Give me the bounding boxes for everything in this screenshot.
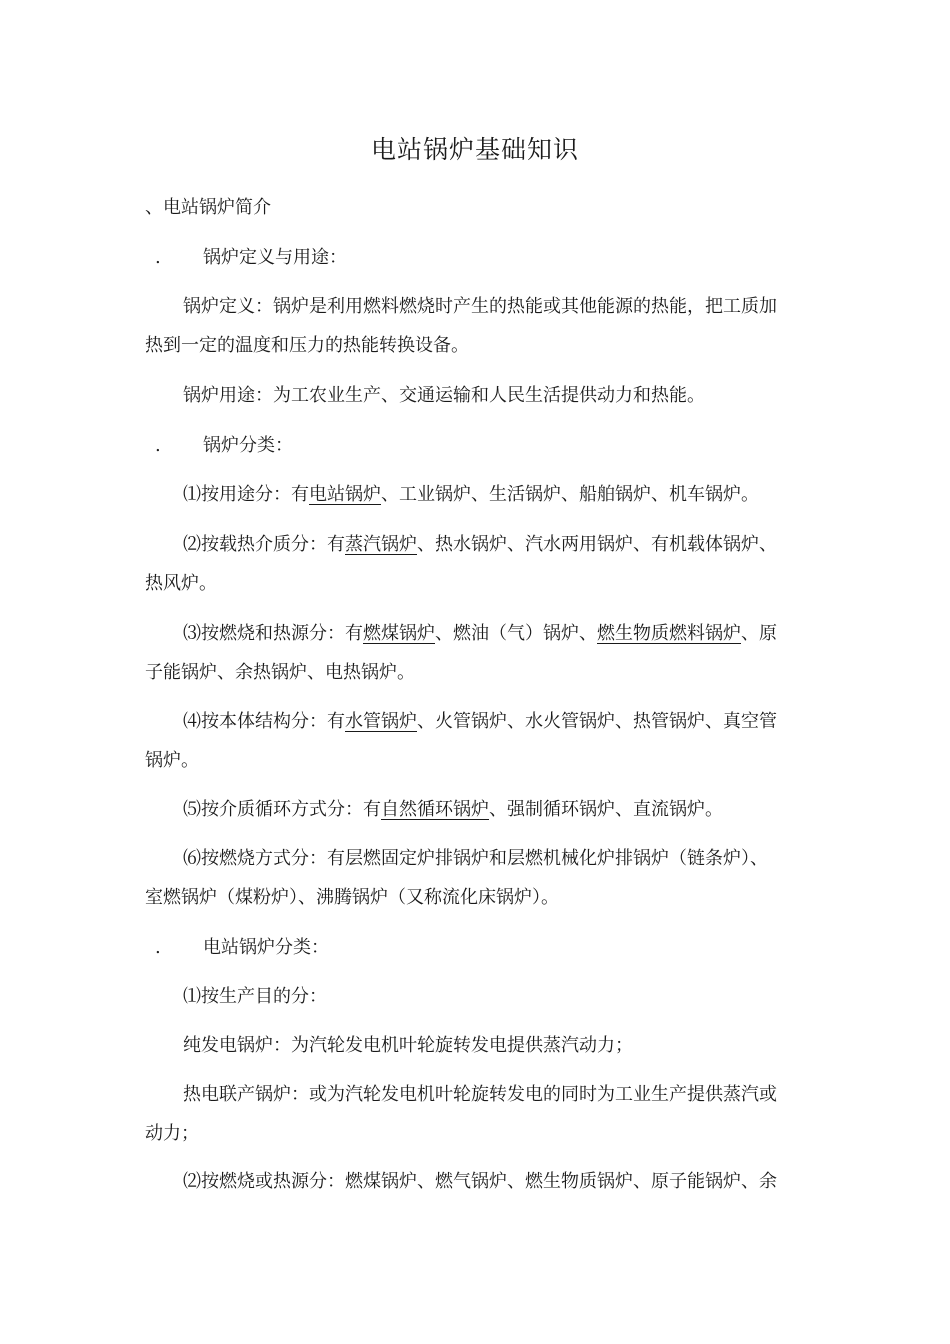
subsection-heading-text: 锅炉分类： xyxy=(203,435,293,456)
underlined-term: 水管锅炉 xyxy=(345,711,417,732)
subsection-heading-text: 锅炉定义与用途： xyxy=(203,247,347,268)
paragraph-line: 室燃锅炉（煤粉炉）、沸腾锅炉（又称流化床锅炉）。 xyxy=(145,887,559,908)
underlined-term: 燃煤锅炉 xyxy=(363,623,435,644)
paragraph-line: 热风炉。 xyxy=(145,573,217,594)
subsection-heading xyxy=(145,240,815,276)
list-item: ⑵按燃烧或热源分：燃煤锅炉、燃气锅炉、燃生物质锅炉、原子能锅炉、余 xyxy=(183,1171,777,1192)
paragraph-line: 纯发电锅炉：为汽轮发电机叶轮旋转发电提供蒸汽动力； xyxy=(183,1035,633,1056)
text-run: 、强制循环锅炉、直流锅炉。 xyxy=(489,799,723,820)
subsection-heading xyxy=(145,428,815,464)
page-title: 电站锅炉基础知识 xyxy=(370,135,579,164)
text-run: 、热水锅炉、汽水两用锅炉、有机载体锅炉、 xyxy=(417,534,777,555)
paragraph-line: 动力； xyxy=(145,1123,199,1144)
list-item xyxy=(183,616,815,652)
text-run: ⑶按燃烧和热源分：有 xyxy=(183,623,363,644)
section-heading-text: 、电站锅炉简介 xyxy=(145,197,271,218)
list-item xyxy=(183,527,815,563)
list-item xyxy=(183,477,815,513)
text-run: 、原 xyxy=(741,623,777,644)
list-item: ⑹按燃烧方式分：有层燃固定炉排锅炉和层燃机械化炉排锅炉（链条炉）、 xyxy=(183,848,768,869)
underlined-term: 自然循环锅炉 xyxy=(381,799,489,820)
text-run: ⑴按用途分：有 xyxy=(183,484,309,505)
underlined-term: 燃生物质燃料锅炉 xyxy=(597,623,741,644)
paragraph-line: 热电联产锅炉：或为汽轮发电机叶轮旋转发电的同时为工业生产提供蒸汽或 xyxy=(183,1084,777,1105)
paragraph-line: 锅炉。 xyxy=(145,750,199,771)
text-run: ⑵按载热介质分：有 xyxy=(183,534,345,555)
subsection-heading-text: 电站锅炉分类： xyxy=(203,937,329,958)
list-item: ⑴按生产目的分： xyxy=(183,986,327,1007)
subsection-heading xyxy=(145,930,815,966)
subsection-marker: . xyxy=(155,435,161,456)
underlined-term: 电站锅炉 xyxy=(309,484,381,505)
text-run: ⑸按介质循环方式分：有 xyxy=(183,799,381,820)
text-run: 、火管锅炉、水火管锅炉、热管锅炉、真空管 xyxy=(417,711,777,732)
text-run: ⑷按本体结构分：有 xyxy=(183,711,345,732)
list-item xyxy=(183,704,815,740)
underlined-term: 蒸汽锅炉 xyxy=(345,534,417,555)
list-item xyxy=(183,792,815,828)
section-heading xyxy=(145,190,815,226)
subsection-marker: . xyxy=(155,247,161,268)
text-run: 、燃油（气）锅炉、 xyxy=(435,623,597,644)
text-run: 、工业锅炉、生活锅炉、船舶锅炉、机车锅炉。 xyxy=(381,484,759,505)
subsection-marker: . xyxy=(155,937,161,958)
paragraph-line: 锅炉定义：锅炉是利用燃料燃烧时产生的热能或其他能源的热能，把工质加 xyxy=(183,296,777,317)
paragraph-line: 锅炉用途：为工农业生产、交通运输和人民生活提供动力和热能。 xyxy=(183,385,705,406)
paragraph-line: 热到一定的温度和压力的热能转换设备。 xyxy=(145,335,469,356)
paragraph-line: 子能锅炉、余热锅炉、电热锅炉。 xyxy=(145,662,415,683)
